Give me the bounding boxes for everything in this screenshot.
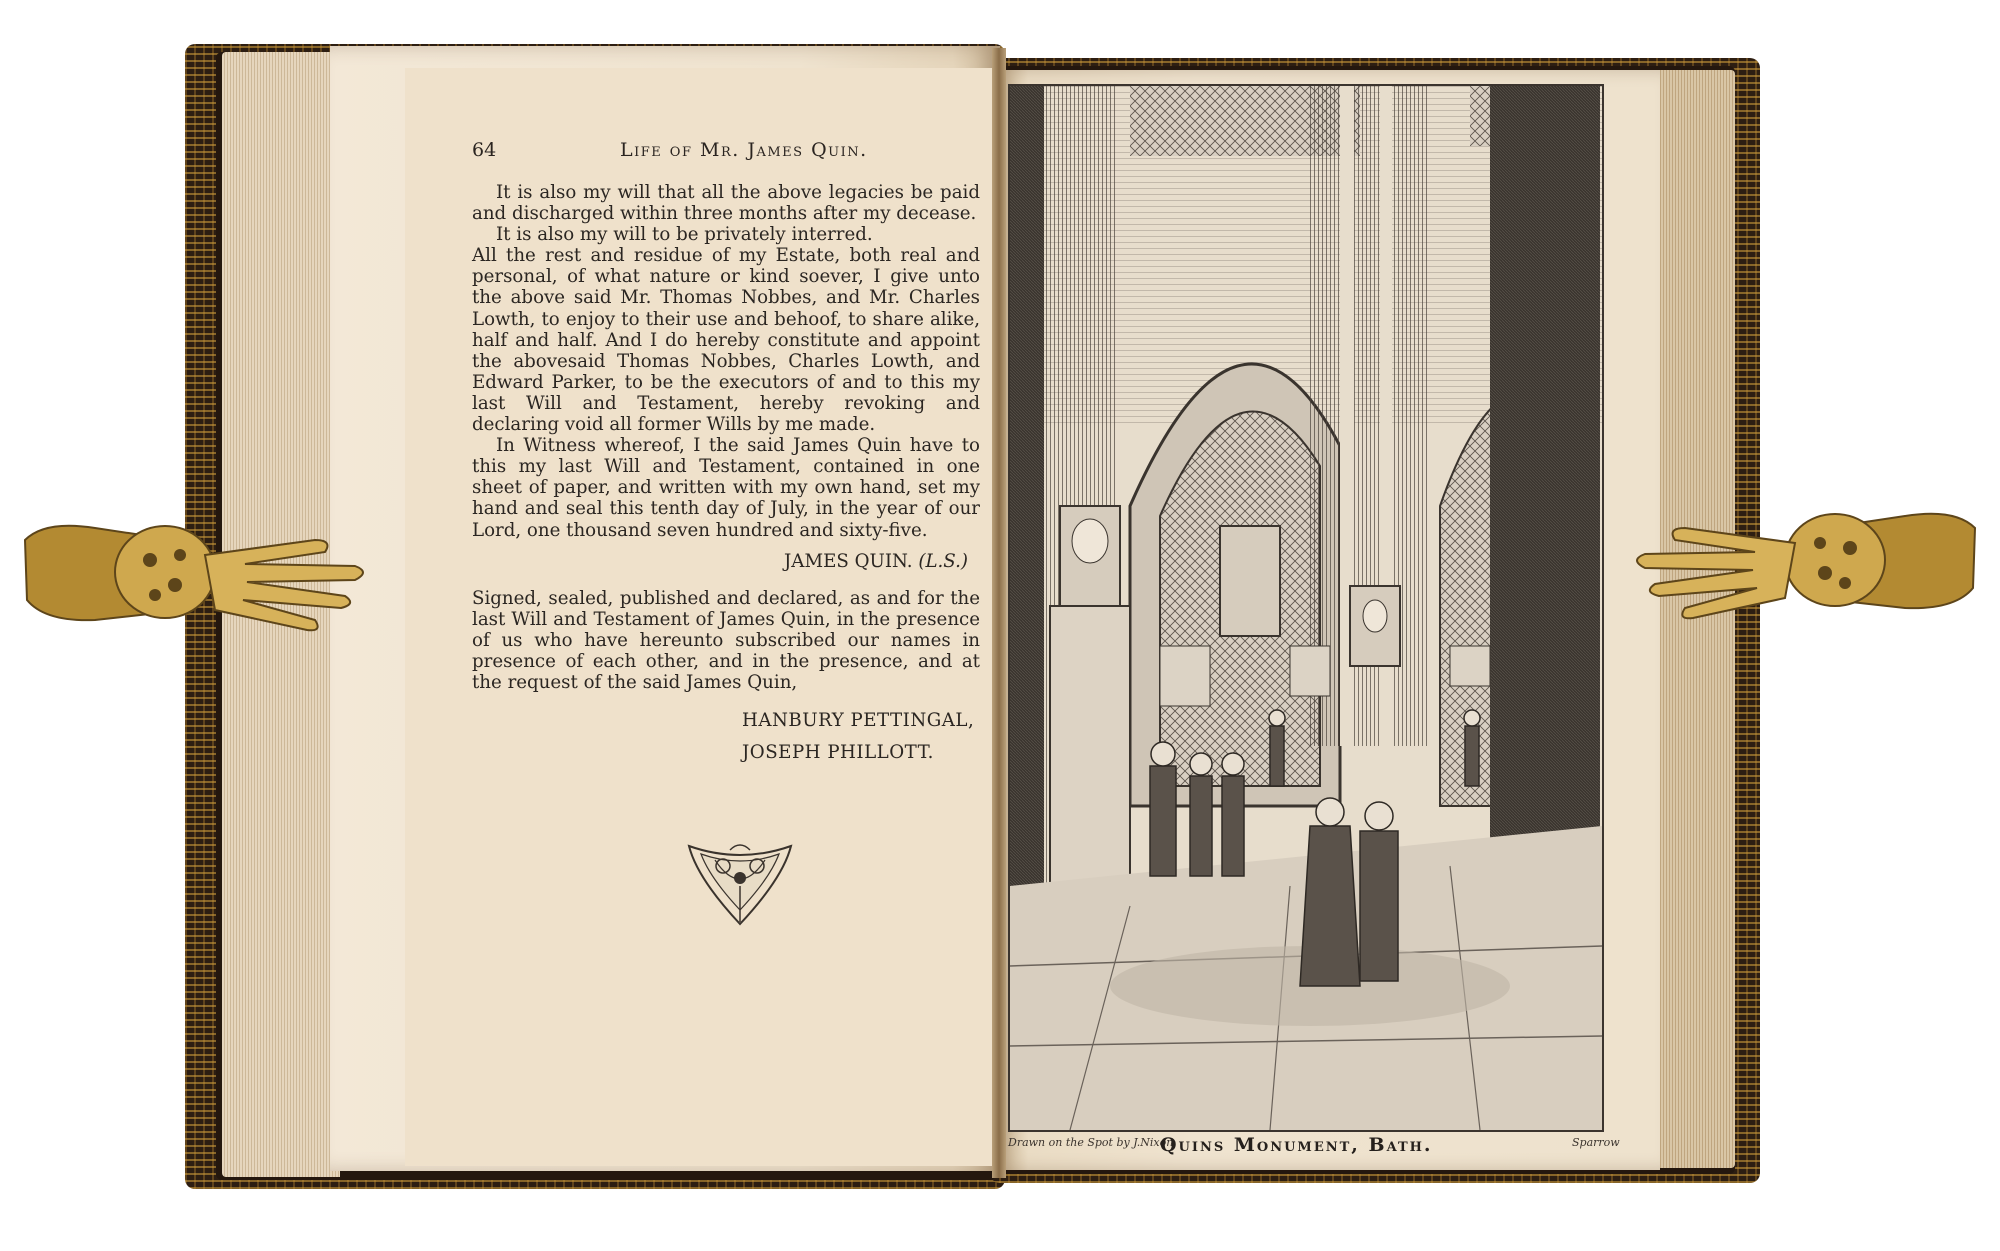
attestation-clause: Signed, sealed, published and declared, as and for the last Will and Testament of James Quin, in the presence of us who have hereunto subscribed our names in presence of each other, and in the presence, and at the request of the said James Quin,: [472, 587, 980, 694]
plate-credit-engraver: Sparrow: [1572, 1136, 1620, 1149]
page-number: 64: [472, 139, 497, 161]
signature-name: JAMES QUIN.: [784, 550, 913, 572]
right-hand-clip-icon: [1625, 488, 1985, 638]
paragraph: It is also my will to be privately interred.: [496, 224, 873, 246]
will-text: [472, 182, 980, 769]
testator-signature: [472, 551, 980, 572]
witness-name: JOSEPH PHILLOTT.: [742, 742, 934, 764]
paragraph: All the rest and residue of my Estate, both real and personal, of what nature or kind soever, I give unto the above said Mr. Thomas Nobbes, and Mr. Charles Lowth, to enjoy to their use and behoof, to share alike, half and half. And I do hereby constitute and appoint the abovesaid Thomas Nobbes, Charles Lowth, and Edward Parker, to be the executors of and to this my last Will and Testament, hereby revoking and declaring void all former Wills by me made.: [472, 245, 980, 436]
fleuron-ornament-icon: [685, 838, 795, 928]
paragraph: It is also my will that all the above legacies be paid and discharged within three months after my decease.: [472, 182, 980, 225]
running-head: [472, 139, 1002, 165]
witness-list: [472, 705, 980, 769]
witness-name: HANBURY PETTINGAL,: [742, 710, 975, 732]
cathedral-interior-engraving: [1010, 86, 1602, 1130]
book-gutter: [992, 48, 1006, 1178]
plate-caption: Quins Monument, Bath.: [1160, 1134, 1433, 1156]
plate-credit-artist: Drawn on the Spot by J.Nixon: [1008, 1136, 1174, 1149]
engraving-plate: [1008, 84, 1604, 1132]
left-hand-clip-icon: [15, 500, 375, 650]
paragraph: In Witness whereof, I the said James Quin have to this my last Will and Testament, contained in one sheet of paper, and written with my own hand, set my hand and seal this tenth day of July, in the year of our Lord, one thousand seven hundred and sixty-five.: [472, 435, 980, 541]
running-head-title: Life of Mr. James Quin.: [620, 139, 868, 161]
seal-mark: (L.S.): [918, 550, 968, 572]
